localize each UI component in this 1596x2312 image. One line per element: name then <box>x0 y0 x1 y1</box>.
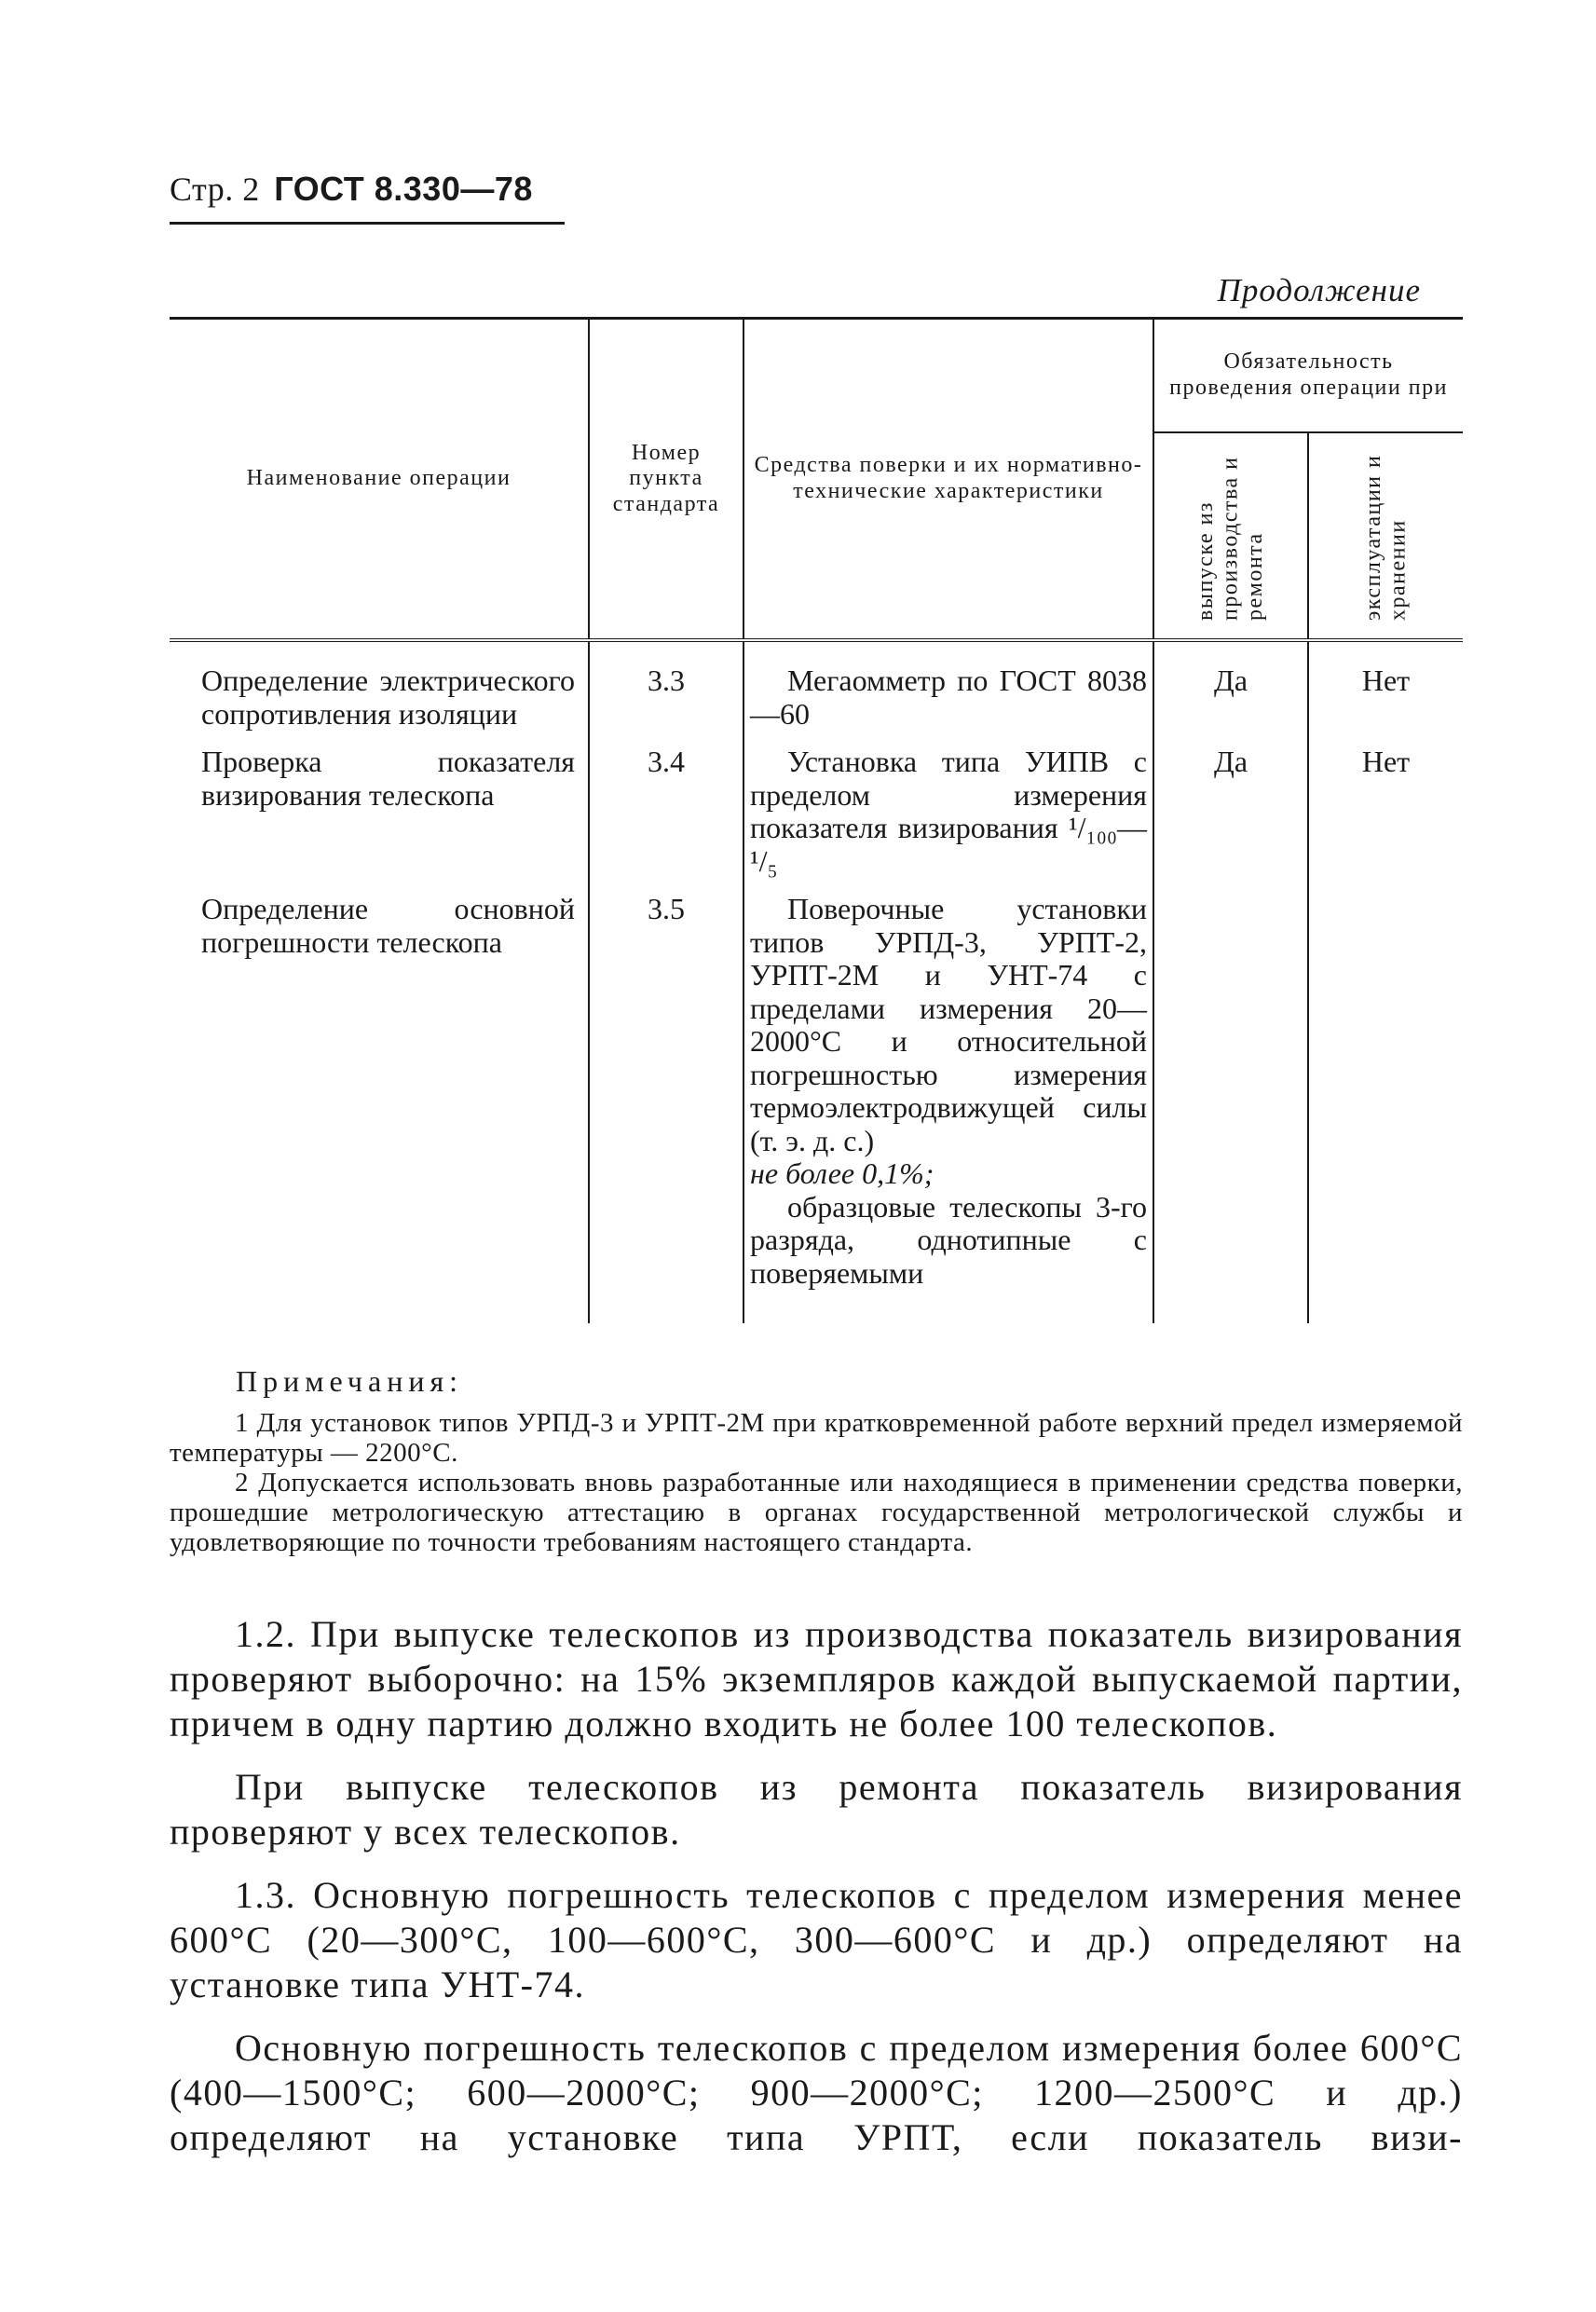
header-operation-name: Наименование операции <box>170 319 589 641</box>
header-operation-cell <box>1308 432 1463 640</box>
row-operation-name: Определение основной погрешности телескопа <box>201 892 575 959</box>
row-operation-name: Определение электрического сопротивления изоляции <box>201 664 575 731</box>
paragraph: При выпуске телескопов из ремонта показатель визирования проверяют у всех телескопов. <box>170 1766 1463 1853</box>
notes-title: Примечания: <box>236 1364 464 1398</box>
paragraph: 1.3. Основную погрешность телескопов с пределом измерения менее 600°С (20—300°С, 100—600°С, 300—600°С и др.) определяют на установке типа УНТ-74. <box>170 1874 1463 2005</box>
row-clause: 3.3 <box>589 640 743 740</box>
header-release-cell <box>1153 432 1308 640</box>
paragraph: Основную погрешность телескопов с пределом измерения более 600°С (400—1500°С; 600—2000°С; 900—2000°С; 1200—2500°С и др.) определяют на установке типа УРПТ, если показатель визи- <box>170 2027 1463 2158</box>
row-release: Да <box>1153 640 1308 740</box>
table-row <box>170 887 1463 1323</box>
header-clause-number: Номер пункта стандарта <box>589 319 743 641</box>
header-operation: эксплуатации и хранении <box>1361 454 1411 622</box>
row-means: Установка типа УИПВ с пределом измерения показателя визирования ¹/₁₀₀—¹/₅ <box>743 740 1153 887</box>
row-clause: 3.4 <box>589 740 743 887</box>
row-operation-name: Проверка показателя визирования телескопа <box>201 745 575 812</box>
row-means-cell <box>743 887 1153 1323</box>
body-text <box>170 1612 1463 2179</box>
note-item: 1 Для установок типов УРПД-3 и УРПТ-2М при кратковременной работе верхний предел измеряемой температуры — 2200°С. <box>170 1408 1463 1468</box>
continuation-label: Продолжение <box>1217 272 1421 308</box>
document-code: ГОСТ 8.330—78 <box>274 170 533 208</box>
row-operation: Нет <box>1308 640 1463 740</box>
page-label: Стр. 2 <box>170 171 260 208</box>
row-means-part-a: Поверочные установки типов УРПД-3, УРПТ-2, УРПТ-2М и УНТ-74 с пределами измерения 20—2000°С и относительной погрешностью измерения термоэлектродвижущей силы (т. э. д. с.) <box>750 892 1147 1157</box>
row-clause: 3.5 <box>589 887 743 1323</box>
header-release: выпуске из производства и ремонта <box>1194 456 1268 622</box>
paragraph: 1.2. При выпуске телескопов из производства показатель визирования проверяют выборочно: на 15% экземпляров каждой выпускаемой партии, причем в одну партию должно входить не более 100 телескопов. <box>170 1613 1463 1744</box>
operations-table <box>170 317 1463 1323</box>
notes <box>170 1409 1463 1557</box>
note-item: 2 Допускается использовать вновь разработанные или находящиеся в применении средства поверки, прошедшие метрологическую аттестацию в органах государственной метрологической службы и удовлетворяющие по точности требованиям настоящего стандарта. <box>170 1467 1463 1557</box>
page-header <box>170 170 533 209</box>
row-means: Мегаомметр по ГОСТ 8038—60 <box>743 640 1153 740</box>
header-verification-means: Средства поверки и их нормативно-технические характеристики <box>743 319 1153 641</box>
header-mandatory-group: Обязательность проведения операции при <box>1153 319 1463 433</box>
table-row <box>170 740 1463 887</box>
row-operation: Нет <box>1308 740 1463 887</box>
row-operation <box>1308 887 1463 1323</box>
row-means-part-b: образцовые телескопы 3-го разряда, однотипные с поверяемыми <box>750 1189 1147 1290</box>
row-means-part-a-tail: не более 0,1%; <box>750 1156 934 1191</box>
table-row <box>170 640 1463 740</box>
row-release: Да <box>1153 740 1308 887</box>
header-rule <box>170 222 565 225</box>
row-release <box>1153 887 1308 1323</box>
